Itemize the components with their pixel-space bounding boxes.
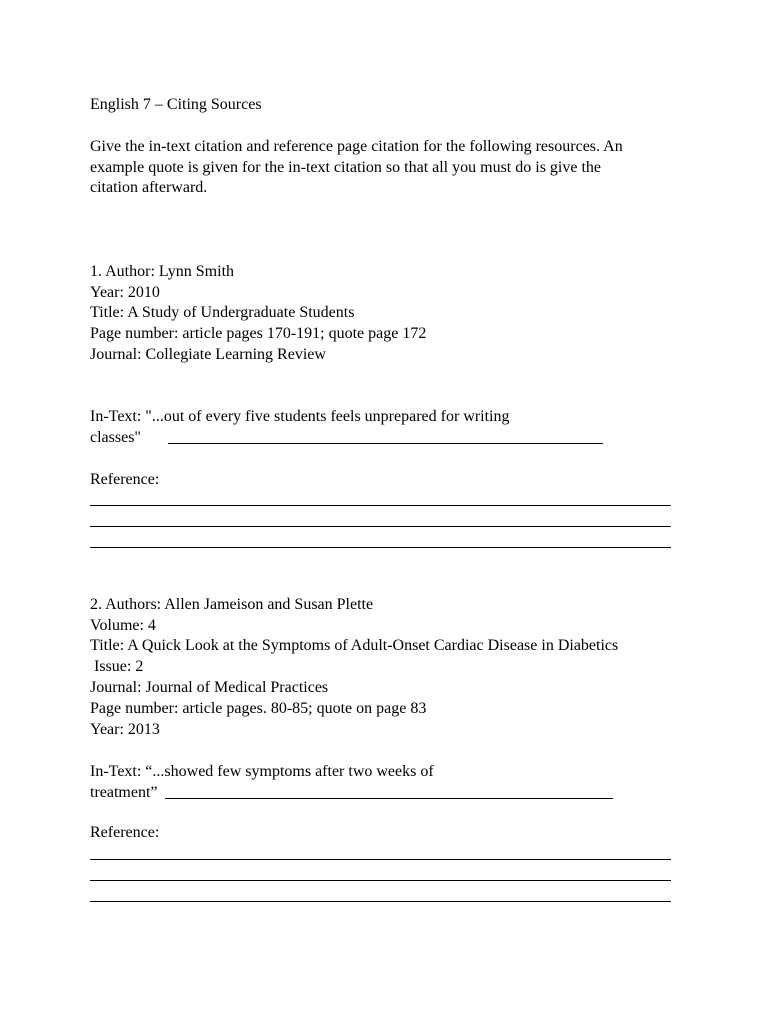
instructions-line: citation afterward. <box>90 179 208 196</box>
page-title: English 7 – Citing Sources <box>90 96 262 113</box>
instructions-line: Give the in-text citation and reference page citation for the following resources. An <box>90 138 623 155</box>
item-2-volume: Volume: 4 <box>90 617 156 634</box>
item-1-year: Year: 2010 <box>90 284 160 301</box>
item-1-journal: Journal: Collegiate Learning Review <box>90 346 326 363</box>
item-1-intext-quote: In-Text: "...out of every five students feels unprepared for writing <box>90 408 510 425</box>
item-2-reference-label: Reference: <box>90 824 160 841</box>
item-1-page-number: Page number: article pages 170-191; quote page 172 <box>90 325 427 342</box>
item-2-issue: Issue: 2 <box>94 658 144 675</box>
item-1-intext-answer-line[interactable] <box>168 443 603 444</box>
item-2-year: Year: 2013 <box>90 721 160 738</box>
item-2-reference-answer-line[interactable] <box>90 880 671 881</box>
item-1-reference-answer-line[interactable] <box>90 547 671 548</box>
item-2-journal: Journal: Journal of Medical Practices <box>90 679 329 696</box>
item-1-intext-quote-end: classes" <box>90 429 141 446</box>
item-1-reference-label: Reference: <box>90 471 160 488</box>
item-2-reference-answer-line[interactable] <box>90 901 671 902</box>
item-2-page-number: Page number: article pages. 80-85; quote on page 83 <box>90 700 427 717</box>
item-2-authors: 2. Authors: Allen Jameison and Susan Plette <box>90 596 374 613</box>
instructions-line: example quote is given for the in-text citation so that all you must do is give the <box>90 159 602 176</box>
item-1-title: Title: A Study of Undergraduate Students <box>90 304 355 321</box>
item-2-reference-answer-line[interactable] <box>90 859 671 860</box>
item-2-intext-quote-end: treatment” <box>90 784 158 801</box>
item-2-intext-answer-line[interactable] <box>165 798 613 799</box>
item-2-title: Title: A Quick Look at the Symptoms of Adult-Onset Cardiac Disease in Diabetics <box>90 637 619 654</box>
item-2-intext-quote: In-Text: “...showed few symptoms after two weeks of <box>90 763 434 780</box>
item-1-reference-answer-line[interactable] <box>90 526 671 527</box>
item-1-author: 1. Author: Lynn Smith <box>90 263 235 280</box>
item-1-reference-answer-line[interactable] <box>90 505 671 506</box>
